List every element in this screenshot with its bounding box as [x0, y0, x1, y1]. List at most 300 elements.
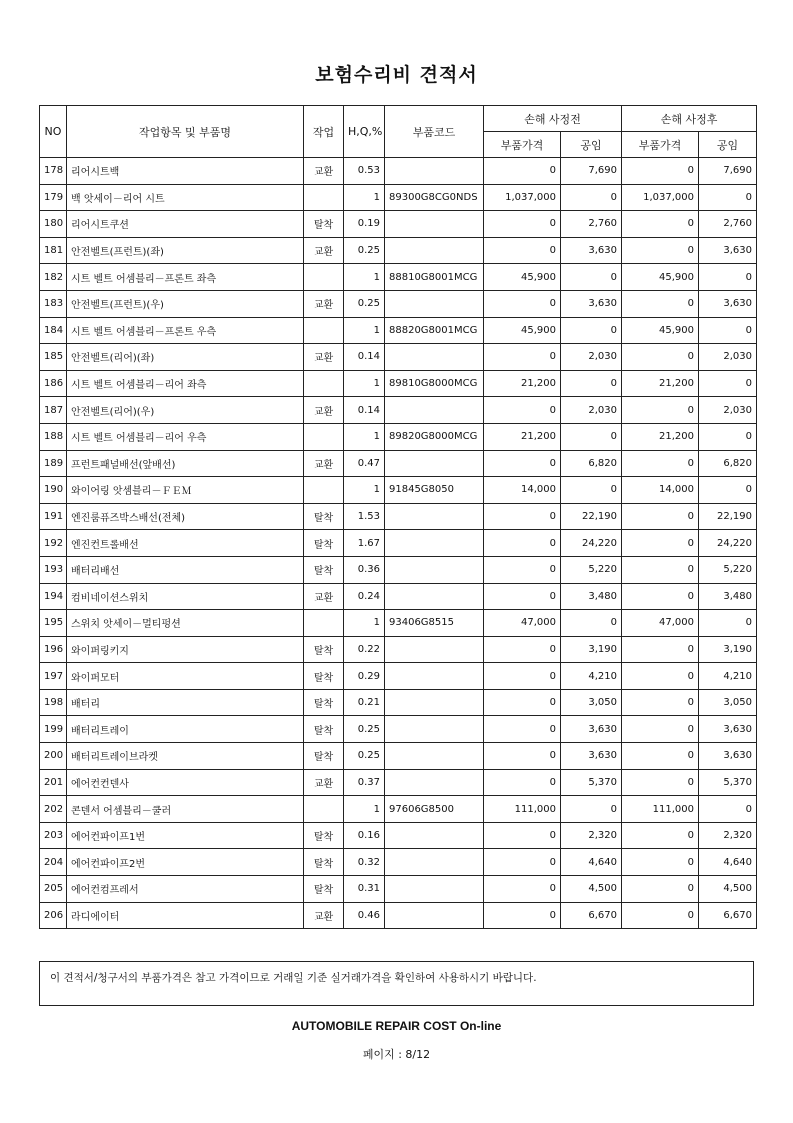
row-no: 189	[40, 450, 67, 477]
row-work: 교환	[304, 344, 344, 371]
row-work	[304, 370, 344, 397]
row-part-code	[385, 822, 484, 849]
row-before-labor: 3,630	[561, 743, 622, 770]
row-item-name: 시트 벨트 어셈블리－리어 좌측	[67, 370, 304, 397]
row-hq: 1	[344, 477, 385, 504]
row-after-part-price: 21,200	[622, 370, 699, 397]
row-no: 202	[40, 796, 67, 823]
row-work: 교환	[304, 583, 344, 610]
row-hq: 0.21	[344, 689, 385, 716]
row-after-labor: 0	[699, 796, 757, 823]
row-part-code: 89300G8CG0NDS	[385, 184, 484, 211]
row-before-part-price: 0	[484, 876, 561, 903]
row-before-labor: 4,500	[561, 876, 622, 903]
row-hq: 1	[344, 796, 385, 823]
row-hq: 1	[344, 264, 385, 291]
row-before-part-price: 47,000	[484, 610, 561, 637]
row-item-name: 배터리트레이	[67, 716, 304, 743]
row-after-part-price: 0	[622, 450, 699, 477]
row-after-labor: 2,760	[699, 211, 757, 238]
row-item-name: 콘덴서 어셈블리－쿨러	[67, 796, 304, 823]
row-after-part-price: 0	[622, 902, 699, 929]
row-hq: 0.47	[344, 450, 385, 477]
row-hq: 0.16	[344, 822, 385, 849]
table-row	[40, 184, 757, 211]
row-item-name: 리어시트백	[67, 158, 304, 185]
row-after-part-price: 0	[622, 556, 699, 583]
header-work: 작업	[304, 106, 344, 158]
row-before-labor: 0	[561, 264, 622, 291]
row-before-part-price: 0	[484, 716, 561, 743]
row-item-name: 안전벨트(프런트)(좌)	[67, 237, 304, 264]
row-no: 185	[40, 344, 67, 371]
row-after-labor: 3,630	[699, 743, 757, 770]
row-no: 196	[40, 636, 67, 663]
row-part-code	[385, 397, 484, 424]
header-item-name: 작업항목 및 부품명	[67, 106, 304, 158]
row-hq: 0.14	[344, 344, 385, 371]
row-no: 201	[40, 769, 67, 796]
row-part-code	[385, 211, 484, 238]
row-no: 182	[40, 264, 67, 291]
row-part-code: 88820G8001MCG	[385, 317, 484, 344]
row-hq: 0.14	[344, 397, 385, 424]
row-item-name: 라디에이터	[67, 902, 304, 929]
row-part-code	[385, 158, 484, 185]
row-hq: 1	[344, 317, 385, 344]
table-row	[40, 769, 757, 796]
row-before-part-price: 14,000	[484, 477, 561, 504]
row-before-part-price: 0	[484, 902, 561, 929]
row-after-labor: 4,210	[699, 663, 757, 690]
table-row	[40, 158, 757, 185]
row-item-name: 엔진룸퓨즈박스배선(전체)	[67, 503, 304, 530]
row-work: 교환	[304, 290, 344, 317]
table-row	[40, 849, 757, 876]
row-hq: 0.25	[344, 290, 385, 317]
table-row	[40, 743, 757, 770]
row-no: 193	[40, 556, 67, 583]
row-before-part-price: 0	[484, 822, 561, 849]
table-row	[40, 423, 757, 450]
document-title: 보험수리비 견적서	[315, 64, 478, 86]
row-before-labor: 0	[561, 370, 622, 397]
row-before-part-price: 111,000	[484, 796, 561, 823]
row-after-part-price: 45,900	[622, 264, 699, 291]
row-item-name: 시트 벨트 어셈블리－프론트 우측	[67, 317, 304, 344]
row-after-labor: 3,480	[699, 583, 757, 610]
header-no: NO	[40, 106, 67, 158]
row-after-part-price: 0	[622, 822, 699, 849]
row-before-part-price: 0	[484, 211, 561, 238]
header-after-assessment: 손해 사정후	[622, 106, 757, 132]
row-after-part-price: 0	[622, 876, 699, 903]
row-before-part-price: 0	[484, 397, 561, 424]
row-hq: 0.25	[344, 743, 385, 770]
row-after-labor: 3,630	[699, 237, 757, 264]
row-after-part-price: 0	[622, 689, 699, 716]
row-after-part-price: 0	[622, 237, 699, 264]
row-work: 탈착	[304, 663, 344, 690]
row-item-name: 백 앗세이－리어 시트	[67, 184, 304, 211]
row-before-part-price: 45,900	[484, 317, 561, 344]
header-before-labor: 공임	[561, 132, 622, 158]
row-no: 186	[40, 370, 67, 397]
row-after-labor: 0	[699, 264, 757, 291]
row-after-labor: 0	[699, 423, 757, 450]
table-row	[40, 530, 757, 557]
table-row	[40, 477, 757, 504]
row-work	[304, 264, 344, 291]
row-before-part-price: 0	[484, 636, 561, 663]
row-item-name: 엔진컨트롤배선	[67, 530, 304, 557]
row-no: 191	[40, 503, 67, 530]
row-before-part-price: 0	[484, 290, 561, 317]
row-part-code	[385, 902, 484, 929]
row-before-labor: 5,370	[561, 769, 622, 796]
row-after-labor: 5,370	[699, 769, 757, 796]
row-after-labor: 4,640	[699, 849, 757, 876]
row-part-code	[385, 636, 484, 663]
row-before-labor: 5,220	[561, 556, 622, 583]
row-hq: 0.53	[344, 158, 385, 185]
table-row	[40, 902, 757, 929]
header-before-assessment: 손해 사정전	[484, 106, 622, 132]
row-part-code	[385, 689, 484, 716]
row-after-part-price: 0	[622, 158, 699, 185]
row-after-labor: 3,050	[699, 689, 757, 716]
row-after-part-price: 0	[622, 663, 699, 690]
row-after-labor: 5,220	[699, 556, 757, 583]
table-row	[40, 344, 757, 371]
row-part-code: 88810G8001MCG	[385, 264, 484, 291]
table-row	[40, 317, 757, 344]
row-after-part-price: 0	[622, 849, 699, 876]
row-after-part-price: 0	[622, 716, 699, 743]
row-no: 199	[40, 716, 67, 743]
row-before-labor: 2,320	[561, 822, 622, 849]
row-work: 교환	[304, 902, 344, 929]
row-no: 195	[40, 610, 67, 637]
row-after-part-price: 45,900	[622, 317, 699, 344]
row-hq: 0.22	[344, 636, 385, 663]
row-before-part-price: 0	[484, 556, 561, 583]
row-before-labor: 24,220	[561, 530, 622, 557]
row-after-part-price: 0	[622, 344, 699, 371]
row-item-name: 에어컨컴프레서	[67, 876, 304, 903]
row-before-labor: 0	[561, 184, 622, 211]
row-work: 교환	[304, 397, 344, 424]
row-after-labor: 2,030	[699, 397, 757, 424]
row-hq: 0.19	[344, 211, 385, 238]
row-hq: 0.32	[344, 849, 385, 876]
notice-text: 이 견적서/청구서의 부품가격은 참고 가격이므로 거래일 기준 실거래가격을 확인하여 사용하시기 바랍니다.	[50, 972, 537, 984]
row-before-labor: 0	[561, 610, 622, 637]
row-before-part-price: 0	[484, 769, 561, 796]
row-item-name: 에어컨파이프2번	[67, 849, 304, 876]
header-part-code: 부품코드	[385, 106, 484, 158]
row-after-part-price: 1,037,000	[622, 184, 699, 211]
row-part-code	[385, 290, 484, 317]
table-row	[40, 822, 757, 849]
row-before-part-price: 0	[484, 344, 561, 371]
row-item-name: 리어시트쿠션	[67, 211, 304, 238]
row-part-code	[385, 769, 484, 796]
row-after-labor: 2,030	[699, 344, 757, 371]
row-after-labor: 4,500	[699, 876, 757, 903]
row-hq: 1.53	[344, 503, 385, 530]
row-work: 탈착	[304, 503, 344, 530]
row-before-labor: 3,050	[561, 689, 622, 716]
row-work	[304, 423, 344, 450]
row-after-labor: 2,320	[699, 822, 757, 849]
row-hq: 0.46	[344, 902, 385, 929]
row-no: 190	[40, 477, 67, 504]
row-after-part-price: 14,000	[622, 477, 699, 504]
row-after-part-price: 0	[622, 503, 699, 530]
row-item-name: 안전벨트(프런트)(우)	[67, 290, 304, 317]
row-before-labor: 6,670	[561, 902, 622, 929]
row-before-labor: 3,630	[561, 290, 622, 317]
row-before-part-price: 0	[484, 743, 561, 770]
row-part-code	[385, 450, 484, 477]
row-before-labor: 3,480	[561, 583, 622, 610]
row-after-labor: 24,220	[699, 530, 757, 557]
row-work: 탈착	[304, 822, 344, 849]
notice-box	[39, 961, 754, 1006]
row-item-name: 에어컨컨덴사	[67, 769, 304, 796]
row-before-labor: 2,760	[561, 211, 622, 238]
row-before-part-price: 1,037,000	[484, 184, 561, 211]
row-after-part-price: 0	[622, 769, 699, 796]
row-no: 184	[40, 317, 67, 344]
row-hq: 0.25	[344, 716, 385, 743]
row-work: 교환	[304, 237, 344, 264]
row-after-labor: 22,190	[699, 503, 757, 530]
row-before-labor: 0	[561, 317, 622, 344]
row-before-labor: 3,190	[561, 636, 622, 663]
table-row	[40, 370, 757, 397]
row-hq: 0.29	[344, 663, 385, 690]
row-part-code	[385, 530, 484, 557]
row-before-part-price: 0	[484, 237, 561, 264]
row-after-labor: 6,820	[699, 450, 757, 477]
row-work: 탈착	[304, 849, 344, 876]
row-before-labor: 4,210	[561, 663, 622, 690]
header-after-part-price: 부품가격	[622, 132, 699, 158]
row-part-code	[385, 663, 484, 690]
row-item-name: 스위치 앗세이－멀티펑션	[67, 610, 304, 637]
row-work: 교환	[304, 450, 344, 477]
row-work: 탈착	[304, 743, 344, 770]
row-before-labor: 0	[561, 423, 622, 450]
row-work	[304, 317, 344, 344]
row-work	[304, 610, 344, 637]
row-before-labor: 22,190	[561, 503, 622, 530]
row-after-part-price: 0	[622, 211, 699, 238]
row-before-part-price: 0	[484, 503, 561, 530]
row-after-labor: 6,670	[699, 902, 757, 929]
estimate-table	[39, 105, 757, 929]
row-before-labor: 0	[561, 477, 622, 504]
row-after-part-price: 0	[622, 583, 699, 610]
row-no: 188	[40, 423, 67, 450]
row-work	[304, 184, 344, 211]
table-row	[40, 211, 757, 238]
table-row	[40, 397, 757, 424]
row-work: 탈착	[304, 876, 344, 903]
row-no: 206	[40, 902, 67, 929]
header-hq: H,Q,%	[344, 106, 385, 158]
header-before-part-price: 부품가격	[484, 132, 561, 158]
row-no: 198	[40, 689, 67, 716]
row-before-part-price: 0	[484, 158, 561, 185]
row-after-part-price: 0	[622, 530, 699, 557]
row-before-part-price: 0	[484, 450, 561, 477]
table-row	[40, 796, 757, 823]
row-before-part-price: 21,200	[484, 370, 561, 397]
footer-brand: AUTOMOBILE REPAIR COST On-line	[291, 1019, 502, 1033]
row-item-name: 컴비네이션스위치	[67, 583, 304, 610]
row-after-part-price: 0	[622, 636, 699, 663]
row-part-code	[385, 583, 484, 610]
row-after-part-price: 0	[622, 290, 699, 317]
table-row	[40, 610, 757, 637]
row-hq: 1	[344, 610, 385, 637]
row-work: 탈착	[304, 556, 344, 583]
row-hq: 1	[344, 184, 385, 211]
row-no: 203	[40, 822, 67, 849]
table-row	[40, 583, 757, 610]
row-no: 194	[40, 583, 67, 610]
row-work: 탈착	[304, 689, 344, 716]
row-work: 탈착	[304, 530, 344, 557]
row-no: 183	[40, 290, 67, 317]
row-part-code	[385, 876, 484, 903]
row-part-code	[385, 556, 484, 583]
row-before-labor: 6,820	[561, 450, 622, 477]
row-after-part-price: 0	[622, 397, 699, 424]
row-after-labor: 7,690	[699, 158, 757, 185]
row-hq: 0.36	[344, 556, 385, 583]
row-item-name: 와이어링 앗셈블리－ＦＥＭ	[67, 477, 304, 504]
row-part-code	[385, 237, 484, 264]
row-no: 178	[40, 158, 67, 185]
row-before-part-price: 45,900	[484, 264, 561, 291]
row-item-name: 에어컨파이프1번	[67, 822, 304, 849]
row-part-code	[385, 344, 484, 371]
row-work: 탈착	[304, 636, 344, 663]
row-item-name: 와이퍼모터	[67, 663, 304, 690]
page-number: 페이지 : 8/12	[362, 1048, 431, 1061]
table-row	[40, 264, 757, 291]
row-before-part-price: 0	[484, 530, 561, 557]
header-after-labor: 공임	[699, 132, 757, 158]
row-before-labor: 7,690	[561, 158, 622, 185]
table-row	[40, 237, 757, 264]
row-no: 197	[40, 663, 67, 690]
row-item-name: 배터리트레이브라켓	[67, 743, 304, 770]
row-before-labor: 2,030	[561, 397, 622, 424]
row-work: 탈착	[304, 211, 344, 238]
row-before-labor: 0	[561, 796, 622, 823]
estimate-rows	[40, 158, 757, 929]
row-item-name: 와이퍼링키지	[67, 636, 304, 663]
row-before-labor: 4,640	[561, 849, 622, 876]
row-after-labor: 3,190	[699, 636, 757, 663]
row-before-labor: 2,030	[561, 344, 622, 371]
row-after-part-price: 21,200	[622, 423, 699, 450]
row-part-code: 97606G8500	[385, 796, 484, 823]
row-no: 179	[40, 184, 67, 211]
row-item-name: 안전벨트(리어)(좌)	[67, 344, 304, 371]
row-hq: 1	[344, 370, 385, 397]
row-after-labor: 0	[699, 370, 757, 397]
row-part-code	[385, 743, 484, 770]
row-after-part-price: 0	[622, 743, 699, 770]
table-row	[40, 636, 757, 663]
table-row	[40, 716, 757, 743]
row-after-labor: 0	[699, 317, 757, 344]
row-item-name: 배터리배선	[67, 556, 304, 583]
row-after-labor: 0	[699, 184, 757, 211]
row-before-labor: 3,630	[561, 716, 622, 743]
row-after-labor: 3,630	[699, 290, 757, 317]
row-part-code	[385, 716, 484, 743]
row-hq: 1	[344, 423, 385, 450]
row-no: 181	[40, 237, 67, 264]
table-row	[40, 663, 757, 690]
row-no: 205	[40, 876, 67, 903]
row-work	[304, 477, 344, 504]
row-hq: 0.24	[344, 583, 385, 610]
row-work: 교환	[304, 158, 344, 185]
row-part-code	[385, 503, 484, 530]
row-before-labor: 3,630	[561, 237, 622, 264]
row-before-part-price: 21,200	[484, 423, 561, 450]
table-row	[40, 876, 757, 903]
row-no: 187	[40, 397, 67, 424]
row-after-labor: 0	[699, 610, 757, 637]
row-before-part-price: 0	[484, 663, 561, 690]
row-item-name: 시트 벨트 어셈블리－프론트 좌측	[67, 264, 304, 291]
row-item-name: 프런트패널배선(앞배선)	[67, 450, 304, 477]
table-row	[40, 556, 757, 583]
row-work: 탈착	[304, 716, 344, 743]
row-part-code	[385, 849, 484, 876]
row-work: 교환	[304, 769, 344, 796]
row-part-code: 89810G8000MCG	[385, 370, 484, 397]
row-after-labor: 3,630	[699, 716, 757, 743]
table-row	[40, 290, 757, 317]
row-part-code: 91845G8050	[385, 477, 484, 504]
table-row	[40, 503, 757, 530]
row-before-part-price: 0	[484, 583, 561, 610]
row-item-name: 배터리	[67, 689, 304, 716]
row-no: 200	[40, 743, 67, 770]
row-after-labor: 0	[699, 477, 757, 504]
row-no: 204	[40, 849, 67, 876]
row-before-part-price: 0	[484, 849, 561, 876]
row-after-part-price: 111,000	[622, 796, 699, 823]
row-hq: 1.67	[344, 530, 385, 557]
row-no: 192	[40, 530, 67, 557]
table-row	[40, 450, 757, 477]
row-work	[304, 796, 344, 823]
row-after-part-price: 47,000	[622, 610, 699, 637]
table-row	[40, 689, 757, 716]
row-hq: 0.25	[344, 237, 385, 264]
